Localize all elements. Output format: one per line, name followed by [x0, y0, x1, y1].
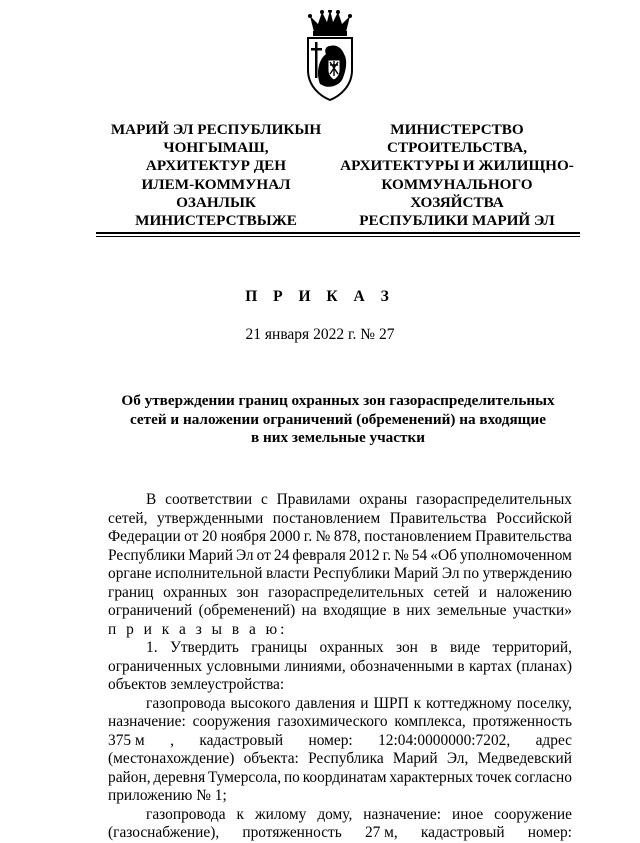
body-word: Эл: [441, 565, 460, 582]
body-word: границы: [251, 639, 308, 656]
body-word: газораспределительных: [416, 491, 572, 508]
body-word: земельные: [436, 602, 507, 619]
order-body: [108, 491, 572, 843]
body-word: от: [184, 528, 199, 545]
body-word: высокого: [230, 694, 291, 712]
body-line: [108, 713, 572, 732]
body-word: (обременений): [198, 602, 296, 619]
body-word: Марий: [393, 565, 439, 582]
body-word: иное: [451, 805, 484, 823]
body-line: [108, 584, 572, 603]
body-word: Правительства: [475, 528, 572, 545]
body-word: входящие: [322, 602, 387, 619]
body-word: Марий: [392, 750, 438, 767]
header-divider-thick: [96, 232, 580, 234]
body-word: назначение:: [363, 805, 442, 823]
body-line: [108, 695, 572, 714]
order-title: П Р И К А З: [245, 288, 395, 305]
header-left-line: МИНИСТЕРСТВЫЖЕ: [135, 212, 297, 230]
body-word: органе: [108, 565, 152, 582]
body-word: Марий: [188, 546, 233, 564]
body-word: согласно: [514, 768, 572, 786]
body-word: картах: [468, 657, 512, 675]
body-word: 2000: [269, 528, 301, 545]
body-word: (планах): [516, 657, 572, 675]
body-word: зон: [236, 583, 259, 601]
body-word: кадастровый: [199, 731, 284, 749]
body-word: соответствии: [165, 491, 253, 508]
header-left-line: ЧОНГЫМАШ,: [163, 139, 269, 157]
body-word: сооружения: [192, 713, 271, 730]
body-word: виде: [449, 639, 481, 656]
body-word: район,: [108, 768, 151, 786]
body-line: [108, 769, 572, 788]
body-word: сетей: [433, 583, 470, 601]
body-word: 54: [411, 546, 428, 564]
body-word: в: [457, 657, 465, 675]
body-line: [108, 621, 572, 640]
body-word: них: [406, 602, 431, 619]
body-word: п р и к а з ы в а ю:: [108, 620, 288, 638]
body-word: 12:04:0000000:7202,: [378, 731, 511, 749]
body-line: [108, 824, 572, 843]
body-word: ноября: [220, 528, 267, 545]
body-word: наложению: [496, 583, 572, 601]
body-line: [108, 750, 572, 769]
body-word: от: [256, 546, 271, 564]
body-word: зон: [395, 639, 418, 656]
header-divider-thin: [96, 236, 580, 237]
body-word: №: [394, 546, 409, 564]
body-word: №: [315, 528, 331, 545]
body-line: [108, 676, 572, 695]
body-word: 20: [201, 528, 218, 545]
body-word: границ: [108, 583, 154, 601]
body-word: Республики: [108, 546, 186, 564]
body-word: к: [413, 694, 422, 712]
body-word: коттеджному: [426, 694, 512, 712]
body-word: номер:: [308, 731, 353, 749]
body-word: протяженность: [472, 713, 572, 730]
body-word: ограниченных: [108, 657, 203, 675]
order-subject: [96, 392, 580, 448]
body-line: [108, 732, 572, 751]
header-right-line: АРХИТЕКТУРЫ И ЖИЛИЩНО-: [340, 157, 574, 175]
body-word: Российской: [496, 509, 572, 527]
body-word: исполнительной: [155, 565, 263, 582]
body-word: и: [360, 694, 369, 712]
header-right-line: РЕСПУБЛИКИ МАРИЙ ЭЛ: [359, 212, 555, 230]
body-line: [108, 658, 572, 677]
body-word: с: [260, 491, 268, 508]
body-word: по: [283, 768, 300, 786]
body-word: 27 м,: [364, 824, 398, 841]
body-word: деревня: [153, 768, 206, 786]
body-word: сетей,: [108, 509, 148, 527]
body-word: 1.: [146, 639, 158, 656]
body-line: [108, 510, 572, 529]
body-line: [108, 602, 572, 621]
body-word: сооружение: [494, 805, 572, 823]
body-line: [108, 547, 572, 566]
body-word: адрес: [535, 731, 572, 749]
body-word: газопровода: [146, 694, 226, 712]
body-word: утверждению: [482, 565, 572, 582]
header-left-line: ИЛЕМ-КОММУНАЛ: [141, 175, 291, 193]
body-word: «Об: [430, 546, 457, 564]
header-right-line: МИНИСТЕРСТВО: [390, 121, 524, 138]
body-word: 2012: [348, 546, 380, 564]
body-word: объектов землеустройства:: [108, 676, 285, 693]
body-word: охранных: [319, 639, 384, 656]
coat-of-arms-icon: [300, 10, 360, 102]
header-right-block: [334, 121, 580, 230]
body-word: охраны: [359, 491, 408, 508]
body-word: характерных: [389, 768, 474, 786]
body-word: точек: [475, 768, 512, 786]
body-word: газохимического: [277, 713, 388, 730]
body-word: Утвердить: [169, 639, 239, 656]
body-word: уполномоченном: [459, 546, 572, 564]
body-word: комплекса,: [394, 713, 466, 730]
body-word: кадастровый: [420, 824, 505, 841]
body-word: утвержденными: [157, 509, 264, 527]
body-word: 878,: [333, 528, 361, 545]
body-word: г.: [382, 546, 392, 564]
body-line: [108, 528, 572, 547]
body-word: и: [478, 583, 487, 601]
body-word: 375 м: [108, 731, 145, 749]
header-left-line: ОЗАНЛЫК: [176, 193, 256, 211]
body-word: поселку,: [516, 694, 572, 712]
body-word: на: [301, 602, 317, 619]
body-word: по: [463, 565, 480, 582]
body-word: назначение:: [108, 713, 186, 730]
body-word: Эл,: [446, 750, 469, 767]
body-word: обозначенными: [349, 657, 454, 675]
body-word: дому,: [317, 805, 353, 823]
body-word: к: [236, 805, 244, 823]
body-line: [108, 491, 572, 510]
order-date-number: 21 января 2022 г. № 27: [245, 326, 395, 343]
body-line: [108, 806, 572, 825]
subject-line: Об утверждении границ охранных зон газораспределительных: [121, 392, 555, 409]
body-word: давления: [295, 694, 356, 712]
header-left-block: [96, 121, 336, 230]
body-word: Медведевский: [477, 750, 572, 767]
body-word: (местонахождение): [108, 750, 235, 767]
header-right-line: СТРОИТЕЛЬСТВА,: [387, 139, 527, 157]
body-word: в: [392, 602, 401, 619]
body-line: [108, 565, 572, 584]
body-line: [108, 639, 572, 658]
header-left-line: МАРИЙ ЭЛ РЕСПУБЛИКЫН: [110, 121, 322, 138]
header-right-line: ХОЗЯЙСТВА: [410, 193, 504, 211]
body-word: Правительства: [389, 509, 487, 527]
body-word: приложению № 1;: [108, 787, 227, 804]
body-word: жилому: [254, 805, 307, 823]
subject-line: в них земельные участки: [251, 429, 425, 446]
body-word: Федерации: [108, 528, 181, 545]
subject-line: сетей и наложении ограничений (обременений) на входящие: [129, 410, 546, 428]
body-word: ШРП: [373, 694, 409, 712]
body-word: охранных: [163, 583, 228, 601]
body-word: линиями,: [284, 657, 346, 675]
body-word: власти: [266, 565, 310, 582]
body-word: газораспределительных: [268, 583, 424, 601]
body-word: (газоснабжение),: [108, 824, 220, 841]
body-word: в: [430, 639, 438, 656]
body-word: участки»: [512, 602, 572, 619]
body-word: В: [146, 491, 157, 508]
body-word: Эл: [235, 546, 254, 564]
body-word: г.: [303, 528, 313, 545]
body-word: условными: [206, 657, 281, 675]
body-word: ,: [170, 731, 174, 749]
body-word: Республики: [312, 565, 391, 582]
body-word: координатам: [302, 768, 387, 786]
body-word: постановлением: [364, 528, 472, 545]
body-word: постановлением: [272, 509, 381, 527]
body-word: февраля: [292, 546, 346, 564]
body-word: протяженность: [242, 824, 342, 841]
body-word: 24: [273, 546, 290, 564]
body-word: территорий,: [492, 639, 572, 656]
body-word: объекта:: [243, 750, 299, 767]
header-left-line: АРХИТЕКТУР ДЕН: [145, 157, 287, 175]
body-word: ограничений: [108, 602, 193, 619]
body-line: [108, 787, 572, 806]
body-word: газопровода: [146, 805, 226, 823]
body-word: Республика: [308, 750, 384, 767]
header-right-line: КОММУНАЛЬНОГО: [381, 175, 533, 193]
body-word: Тумерсола,: [208, 768, 282, 786]
body-word: номер:: [527, 824, 572, 841]
body-word: Правилами: [276, 491, 351, 508]
